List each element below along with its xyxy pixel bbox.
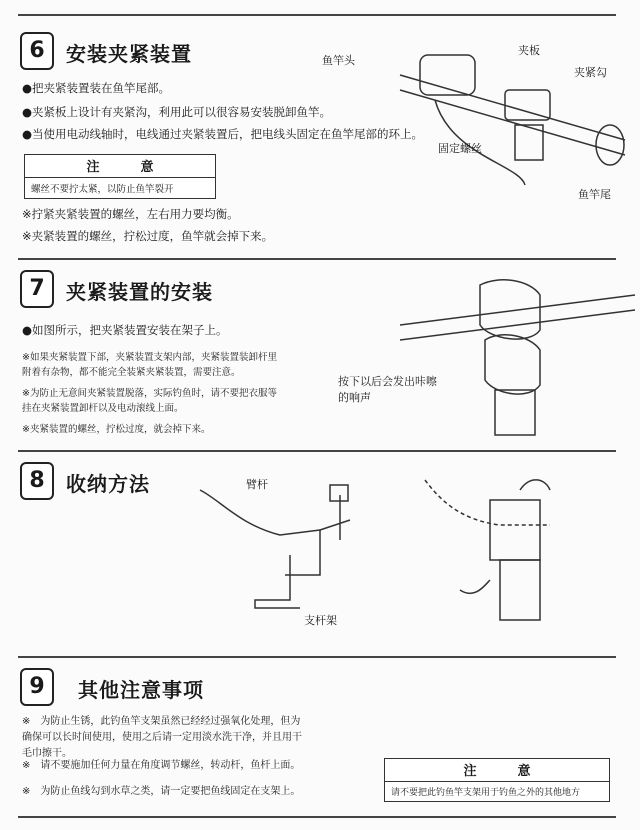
section-9-title: 其他注意事项 <box>78 678 204 702</box>
s9-note-3: ※ 为防止鱼线勾到水草之类，请一定要把鱼线固定在支架上。 <box>22 786 301 797</box>
s6-extra-1: ※拧紧夹紧装置的螺丝，左右用力要均衡。 <box>22 207 239 221</box>
section-9-number: 9 <box>20 668 54 706</box>
section-8-title: 收纳方法 <box>66 472 150 496</box>
s7-note-3: ※夹紧装置的螺丝，拧松过度，就会掉下来。 <box>22 424 211 435</box>
label-rod-head: 鱼竿头 <box>322 54 355 67</box>
s6-caution-title: 注 意 <box>25 155 215 178</box>
label-clamp-hook: 夹紧勾 <box>574 66 607 79</box>
top-rule <box>18 14 616 16</box>
s6-caution-text: 螺丝不要拧太紧，以防止鱼竿裂开 <box>31 184 174 195</box>
section-6-number: 6 <box>20 32 54 70</box>
s7-note-1: ※如果夹紧装置下部，夹紧装置支架内部，夹紧装置装卸杆里附着有杂物，都不能完全装紧夹紧装置，需要注意。 <box>22 352 277 378</box>
s6-line-1: ●把夹紧装置装在鱼竿尾部。 <box>22 81 171 95</box>
label-fixing-screw: 固定螺丝 <box>438 142 482 155</box>
s7-line-1: ●如图所示，把夹紧装置安装在架子上。 <box>22 323 228 337</box>
s9-caution-text: 请不要把此钓鱼竿支架用于钓鱼之外的其他地方 <box>391 788 581 798</box>
label-rod-tail: 鱼竿尾 <box>578 188 611 201</box>
s9-note-1: ※ 为防止生锈，此钓鱼竿支架虽然已经经过强氧化处理，但为确保可以长时间使用，使用之后请一定用淡水洗干净，并且用干毛巾擦干。 <box>22 716 302 759</box>
section-7-title: 夹紧装置的安装 <box>66 280 213 304</box>
rule-before-7 <box>18 258 616 260</box>
label-press-click: 按下以后会发出咔嚓的响声 <box>338 375 437 404</box>
s7-note-2: ※为防止无意间夹紧装置脱落，实际钓鱼时，请不要把衣服等挂在夹紧装置卸杆以及电动滚线上面。 <box>22 388 277 414</box>
section-6-title: 安装夹紧装置 <box>66 42 192 66</box>
rule-before-8 <box>18 450 616 452</box>
section-7-number: 7 <box>20 270 54 308</box>
s6-caution-box <box>24 154 216 199</box>
rule-before-9 <box>18 656 616 658</box>
s6-line-2: ●夹紧板上设计有夹紧沟，利用此可以很容易安装脱卸鱼竿。 <box>22 105 332 119</box>
label-clamp-plate: 夹板 <box>518 44 540 57</box>
section-8-number: 8 <box>20 462 54 500</box>
s6-extra-2: ※夹紧装置的螺丝，拧松过度，鱼竿就会掉下来。 <box>22 229 274 243</box>
s8-storage-illustration-left <box>200 480 370 620</box>
s9-note-2: ※ 请不要施加任何力量在角度调节螺丝，转动杆，鱼杆上面。 <box>22 760 301 771</box>
s9-caution-title: 注 意 <box>385 759 609 782</box>
label-arm-rod: 臂杆 <box>246 478 268 491</box>
s9-caution-box <box>384 758 610 802</box>
s7-mount-illustration <box>400 270 635 440</box>
bottom-rule <box>18 816 616 818</box>
s8-storage-illustration-right <box>420 470 620 630</box>
label-stand: 支杆架 <box>304 614 337 627</box>
s6-line-3: ●当使用电动线轴时，电线通过夹紧装置后，把电线头固定在鱼竿尾部的环上。 <box>22 127 424 141</box>
